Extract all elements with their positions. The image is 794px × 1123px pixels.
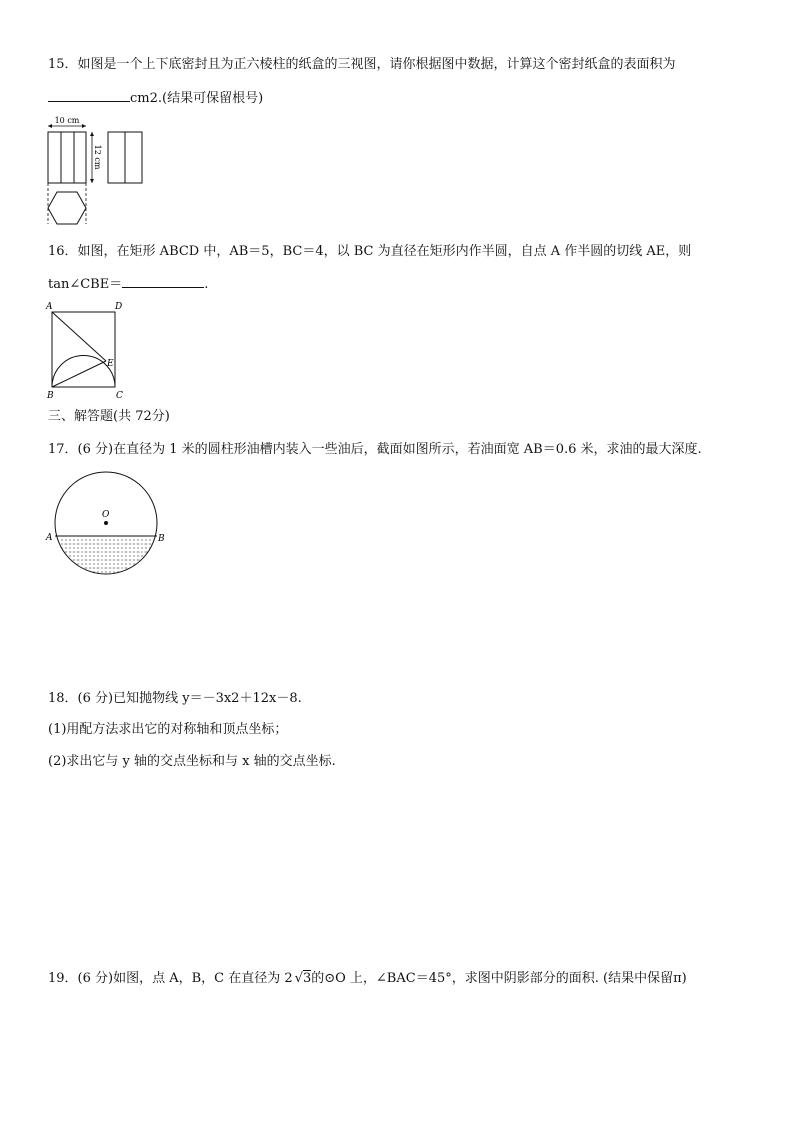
oil-region — [44, 536, 174, 586]
height-arrow-bottom — [90, 179, 94, 183]
height-arrow-top — [90, 132, 94, 136]
answer-blank — [48, 88, 130, 102]
q15-line2 — [48, 88, 263, 108]
q16-line1: 16．如图，在矩形 ABCD 中，AB＝5，BC＝4，以 BC 为直径在矩形内作半圆，自点 A 作半圆的切线 AE，则 — [48, 244, 692, 259]
q15-line2-suffix: cm2.(结果可保留根号) — [130, 91, 264, 106]
q16-line2-prefix: tan∠CBE＝ — [48, 277, 123, 292]
label-c: C — [116, 391, 123, 401]
width-arrow-left — [48, 124, 52, 128]
width-arrow-right — [82, 124, 86, 128]
tangent-ae — [52, 312, 106, 361]
top-view-hexagon — [48, 192, 86, 224]
answer-blank — [122, 274, 204, 288]
segment-be — [52, 361, 106, 387]
label-e: E — [107, 359, 114, 369]
q18-line1: 18．(6 分)已知抛物线 y＝－3x2＋12x－8. — [48, 691, 302, 706]
q15-line1: 15．如图是一个上下底密封且为正六棱柱的纸盒的三视图，请你根据图中数据，计算这个密封纸盒的表面积为 — [48, 57, 676, 72]
height-label: 12 cm — [93, 144, 102, 170]
q17-text: 17．(6 分)在直径为 1 米的圆柱形油槽内装入一些油后，截面如图所示，若油面宽 AB＝0.6 米，求油的最大深度. — [48, 442, 702, 457]
q16-line2 — [48, 274, 208, 294]
q19-suffix: 的⊙O 上，∠BAC＝45°，求图中阴影部分的面积. (结果中保留π) — [311, 971, 687, 986]
label-b: B — [47, 391, 54, 401]
rectangle-semicircle-figure — [44, 298, 134, 403]
sqrt-symbol: √ — [294, 971, 303, 986]
sqrt-radicand: 3 — [302, 971, 312, 986]
q19-prefix: 19．(6 分)如图，点 A，B，C 在直径为 2 — [48, 971, 293, 986]
rectangle-abcd — [52, 312, 115, 387]
section-heading: 三、解答题(共 72分) — [48, 409, 170, 424]
width-label: 10 cm — [54, 116, 80, 125]
q19-text — [48, 970, 687, 988]
label-o: O — [102, 510, 110, 520]
front-view — [48, 132, 86, 183]
center-point-o — [104, 521, 108, 525]
oil-tank-cross-section-figure — [44, 470, 174, 580]
hexagonal-prism-three-views-figure — [44, 116, 154, 226]
q16-line2-suffix: . — [204, 277, 209, 292]
label-a: A — [46, 533, 53, 543]
label-b: B — [158, 534, 165, 544]
q18-line2: (1)用配方法求出它的对称轴和顶点坐标； — [48, 722, 288, 737]
label-d: D — [115, 302, 123, 312]
q18-line3: (2)求出它与 y 轴的交点坐标和与 x 轴的交点坐标. — [48, 754, 336, 769]
label-a: A — [46, 302, 53, 312]
